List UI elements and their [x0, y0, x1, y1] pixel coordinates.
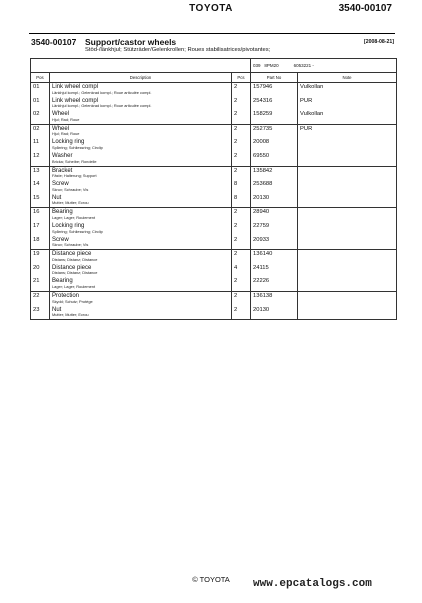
row-part-no: 253688: [251, 180, 298, 194]
row-pos: 14: [31, 180, 50, 194]
row-name: Nut: [52, 194, 62, 201]
row-translations: Bricka; Scheibe; Rondelle: [52, 158, 97, 164]
row-translations: Mutter; Mutter; Ecrou: [52, 200, 89, 206]
row-note: [298, 306, 397, 320]
row-part-no: 28940: [251, 208, 298, 222]
row-qty: 8: [232, 194, 251, 208]
row-translations: Mutter; Mutter; Ecrou: [52, 312, 89, 318]
row-pos: 23: [31, 306, 50, 320]
row-translations: Skydd; Schutz; Protège: [52, 298, 93, 304]
table-row: [31, 222, 397, 236]
row-description: [50, 291, 232, 305]
row-name: Locking ring: [52, 222, 85, 229]
row-pos: 11: [31, 138, 50, 152]
row-note: [298, 180, 397, 194]
row-pos: 01: [31, 83, 50, 97]
row-translations: Spårring; Schliessring; Circlip: [52, 144, 103, 150]
row-qty: 2: [232, 110, 251, 124]
row-description: [50, 97, 232, 111]
row-qty: 2: [232, 291, 251, 305]
table-row: [31, 138, 397, 152]
col-description-header: Description: [50, 73, 232, 83]
row-description: [50, 152, 232, 166]
row-qty: 2: [232, 250, 251, 264]
row-translations: Lager; Lager; Roulement: [52, 283, 96, 289]
row-part-no: 20130: [251, 194, 298, 208]
row-note: [298, 250, 397, 264]
table-row: [31, 83, 397, 97]
row-translations: Fäste; Halterung; Support: [52, 173, 97, 179]
row-pos: 02: [31, 110, 50, 124]
row-qty: 2: [232, 152, 251, 166]
row-note: [298, 236, 397, 250]
row-name: Wheel: [52, 125, 70, 132]
row-qty: 2: [232, 97, 251, 111]
row-pos: 17: [31, 222, 50, 236]
row-translations: Hjul; Rad; Roue: [52, 131, 80, 137]
row-qty: 2: [232, 166, 251, 180]
row-name: Screw: [52, 236, 69, 243]
table-row: [31, 208, 397, 222]
row-description: [50, 180, 232, 194]
row-part-no: 20130: [251, 306, 298, 320]
row-description: [50, 250, 232, 264]
row-part-no: 22759: [251, 222, 298, 236]
row-name: Bracket: [52, 167, 73, 174]
row-description: [50, 222, 232, 236]
table-row: [31, 236, 397, 250]
row-name: Bearing: [52, 209, 73, 216]
col-part-no-header: Part No: [251, 73, 298, 83]
row-translations: Distans; Distanz; Distance: [52, 256, 98, 262]
meta-field-2: 8PM20: [264, 63, 279, 68]
row-qty: 2: [232, 236, 251, 250]
row-description: [50, 138, 232, 152]
row-qty: 8: [232, 180, 251, 194]
row-name: Distance piece: [52, 264, 92, 271]
row-note: [298, 166, 397, 180]
row-pos: 15: [31, 194, 50, 208]
meta-field-1: 039: [253, 63, 261, 68]
row-description: [50, 264, 232, 278]
row-pos: 19: [31, 250, 50, 264]
row-part-no: 254316: [251, 97, 298, 111]
row-note: [298, 277, 397, 291]
row-qty: 2: [232, 138, 251, 152]
col-pos-header: Pos: [31, 73, 50, 83]
header-rule: [29, 33, 395, 34]
col-note-header: Note: [298, 73, 397, 83]
row-part-no: 22226: [251, 277, 298, 291]
row-description: [50, 194, 232, 208]
row-note: [298, 208, 397, 222]
row-pos: 20: [31, 264, 50, 278]
row-part-no: 136140: [251, 250, 298, 264]
row-qty: 2: [232, 124, 251, 138]
row-description: [50, 83, 232, 97]
table-row: [31, 194, 397, 208]
row-name: Bearing: [52, 278, 73, 285]
row-part-no: 24115: [251, 264, 298, 278]
row-translations: Distans; Distanz; Distance: [52, 270, 98, 276]
row-note: [298, 138, 397, 152]
col-qty-header: Pcs: [232, 73, 251, 83]
row-pos: 18: [31, 236, 50, 250]
row-name: Wheel: [52, 111, 70, 118]
column-header-row: [31, 73, 397, 83]
row-note: PUR: [298, 97, 397, 111]
table-row: [31, 110, 397, 124]
parts-table: [30, 58, 397, 320]
row-note: [298, 264, 397, 278]
row-note: [298, 291, 397, 305]
row-part-no: 69550: [251, 152, 298, 166]
row-translations: Länkhjul kompl.; Gelenkrad kompl.; Roue articulée compl.: [52, 89, 152, 95]
row-note: Vulkollan: [298, 110, 397, 124]
row-description: [50, 277, 232, 291]
footer-watermark: www.epcatalogs.com: [253, 578, 372, 590]
row-description: [50, 306, 232, 320]
section-date: [2008-08-21]: [364, 39, 394, 45]
table-row: [31, 180, 397, 194]
table-row: [31, 124, 397, 138]
row-name: Link wheel compl: [52, 84, 99, 90]
row-part-no: 157946: [251, 83, 298, 97]
meta-row: [31, 59, 397, 73]
row-note: [298, 152, 397, 166]
row-name: Washer: [52, 152, 73, 159]
row-name: Protection: [52, 292, 80, 299]
page-code: 3540-00107: [338, 3, 392, 14]
row-qty: 2: [232, 208, 251, 222]
row-pos: 13: [31, 166, 50, 180]
row-note: [298, 222, 397, 236]
table-row: [31, 277, 397, 291]
row-name: Distance piece: [52, 251, 92, 258]
table-row: [31, 97, 397, 111]
row-qty: 4: [232, 264, 251, 278]
section-subtitle: Stöd-/länkhjul; Stützräder/Gelenkrollen; Roues stabilisatrices/pivotantes;: [85, 47, 271, 53]
row-description: [50, 236, 232, 250]
row-pos: 12: [31, 152, 50, 166]
row-part-no: 135842: [251, 166, 298, 180]
row-translations: Skruv; Schraube; Vis: [52, 242, 89, 248]
row-note: Vulkollan: [298, 83, 397, 97]
row-name: Screw: [52, 181, 69, 188]
row-translations: Länkhjul kompl.; Gelenkrad kompl.; Roue articulée compl.: [52, 103, 152, 109]
row-name: Link wheel compl: [52, 97, 99, 104]
row-name: Locking ring: [52, 139, 85, 146]
row-part-no: 252735: [251, 124, 298, 138]
table-row: [31, 306, 397, 320]
row-part-no: 158259: [251, 110, 298, 124]
row-note: [298, 194, 397, 208]
row-name: Nut: [52, 306, 62, 313]
row-qty: 2: [232, 277, 251, 291]
table-row: [31, 250, 397, 264]
row-translations: Hjul; Rad; Roue: [52, 116, 80, 122]
row-note: PUR: [298, 124, 397, 138]
row-part-no: 136138: [251, 291, 298, 305]
row-pos: 22: [31, 291, 50, 305]
section-code: 3540-00107: [31, 37, 77, 47]
row-translations: Lager; Lager; Roulement: [52, 214, 96, 220]
table-row: [31, 291, 397, 305]
row-pos: 16: [31, 208, 50, 222]
row-qty: 2: [232, 306, 251, 320]
section-title: Support/castor wheels: [85, 37, 177, 47]
row-part-no: 20008: [251, 138, 298, 152]
table-row: [31, 264, 397, 278]
row-translations: Spårring; Schliessring; Circlip: [52, 228, 103, 234]
page-brand: TOYOTA: [189, 3, 233, 14]
row-description: [50, 208, 232, 222]
meta-info: [251, 59, 397, 73]
meta-field-3: 6053221 -: [293, 63, 314, 68]
row-description: [50, 166, 232, 180]
row-pos: 02: [31, 124, 50, 138]
row-qty: 2: [232, 222, 251, 236]
row-pos: 21: [31, 277, 50, 291]
row-translations: Skruv; Schraube; Vis: [52, 186, 89, 192]
row-description: [50, 110, 232, 124]
row-pos: 01: [31, 97, 50, 111]
row-qty: 2: [232, 83, 251, 97]
table-row: [31, 166, 397, 180]
footer-copyright: © TOYOTA: [192, 575, 230, 584]
row-description: [50, 124, 232, 138]
table-row: [31, 152, 397, 166]
row-part-no: 20933: [251, 236, 298, 250]
